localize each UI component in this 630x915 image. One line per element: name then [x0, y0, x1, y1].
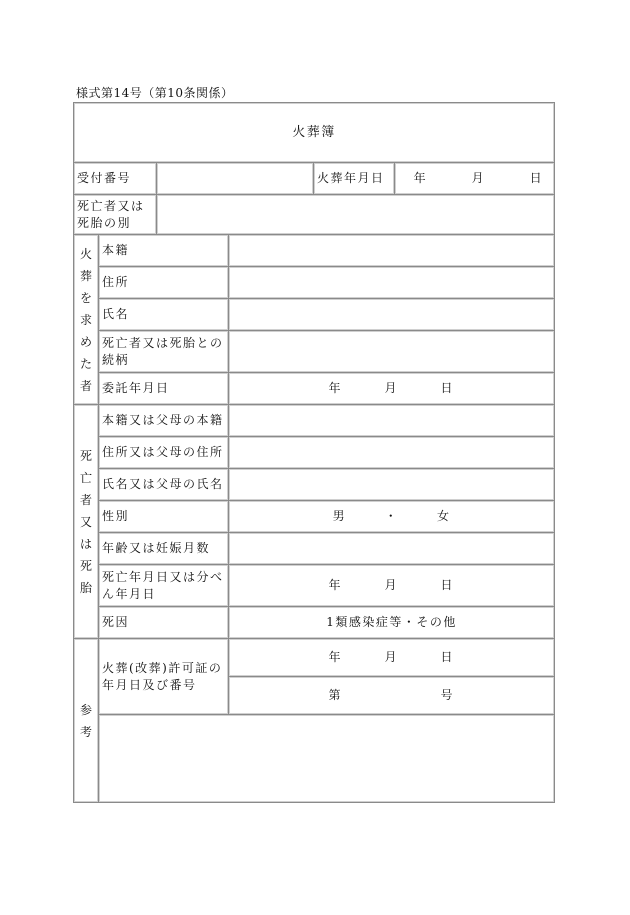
- deceased-type-field[interactable]: [157, 195, 555, 235]
- requester-consignment-date-field[interactable]: [229, 373, 555, 405]
- requester-name-label: 氏名: [99, 299, 229, 331]
- cremation-date-field[interactable]: [395, 163, 555, 195]
- death-date-year: 年: [328, 578, 343, 592]
- deceased-sex-label: 性別: [99, 501, 229, 533]
- sex-separator: ・: [384, 509, 399, 523]
- deceased-group-label: 死亡者又は死胎: [74, 405, 99, 639]
- deceased-sex-field[interactable]: [229, 501, 555, 533]
- consignment-date-year: 年: [328, 381, 343, 395]
- permit-date-year: 年: [328, 650, 343, 664]
- requester-consignment-date-label: 委託年月日: [99, 373, 229, 405]
- deceased-type-label: 死亡者又は死胎の別: [74, 195, 157, 235]
- deceased-age-field[interactable]: [229, 533, 555, 565]
- deceased-date-field[interactable]: [229, 565, 555, 607]
- requester-domicile-label: 本籍: [99, 235, 229, 267]
- form-title: 火葬簿: [74, 103, 555, 163]
- cremation-date-month: 月: [471, 171, 486, 185]
- deceased-name-label: 氏名又は父母の氏名: [99, 469, 229, 501]
- deceased-age-label: 年齢又は妊娠月数: [99, 533, 229, 565]
- permit-label: 火葬(改葬)許可証の年月日及び番号: [99, 639, 229, 715]
- deceased-name-field[interactable]: [229, 469, 555, 501]
- reception-number-label: 受付番号: [74, 163, 157, 195]
- deceased-date-label: 死亡年月日又は分べん年月日: [99, 565, 229, 607]
- cremation-register-form: [73, 102, 555, 803]
- requester-name-field[interactable]: [229, 299, 555, 331]
- deceased-domicile-field[interactable]: [229, 405, 555, 437]
- deceased-cause-label: 死因: [99, 607, 229, 639]
- permit-number-field[interactable]: [229, 677, 555, 715]
- deceased-address-label: 住所又は父母の住所: [99, 437, 229, 469]
- requester-domicile-field[interactable]: [229, 235, 555, 267]
- requester-group-label: 火葬を求めた者: [74, 235, 99, 405]
- permit-number-suffix: 号: [440, 688, 455, 702]
- death-date-day: 日: [440, 578, 455, 592]
- deceased-cause-field[interactable]: 1類感染症等・その他: [229, 607, 555, 639]
- requester-address-label: 住所: [99, 267, 229, 299]
- cremation-date-label: 火葬年月日: [314, 163, 395, 195]
- cremation-date-day: 日: [529, 171, 544, 185]
- permit-date-field[interactable]: [229, 639, 555, 677]
- permit-number-prefix: 第: [328, 688, 343, 702]
- sex-female-option[interactable]: 女: [436, 509, 451, 523]
- consignment-date-month: 月: [384, 381, 399, 395]
- deceased-domicile-label: 本籍又は父母の本籍: [99, 405, 229, 437]
- death-date-month: 月: [384, 578, 399, 592]
- deceased-address-field[interactable]: [229, 437, 555, 469]
- consignment-date-day: 日: [440, 381, 455, 395]
- reference-notes-field[interactable]: [99, 715, 555, 803]
- form-number-heading: 様式第14号（第10条関係）: [76, 86, 234, 100]
- reception-number-field[interactable]: [157, 163, 314, 195]
- cremation-date-year: 年: [413, 171, 428, 185]
- requester-address-field[interactable]: [229, 267, 555, 299]
- requester-relationship-label: 死亡者又は死胎との続柄: [99, 331, 229, 373]
- requester-relationship-field[interactable]: [229, 331, 555, 373]
- permit-date-day: 日: [440, 650, 455, 664]
- reference-group-label: 参考: [74, 639, 99, 803]
- permit-date-month: 月: [384, 650, 399, 664]
- sex-male-option[interactable]: 男: [332, 509, 347, 523]
